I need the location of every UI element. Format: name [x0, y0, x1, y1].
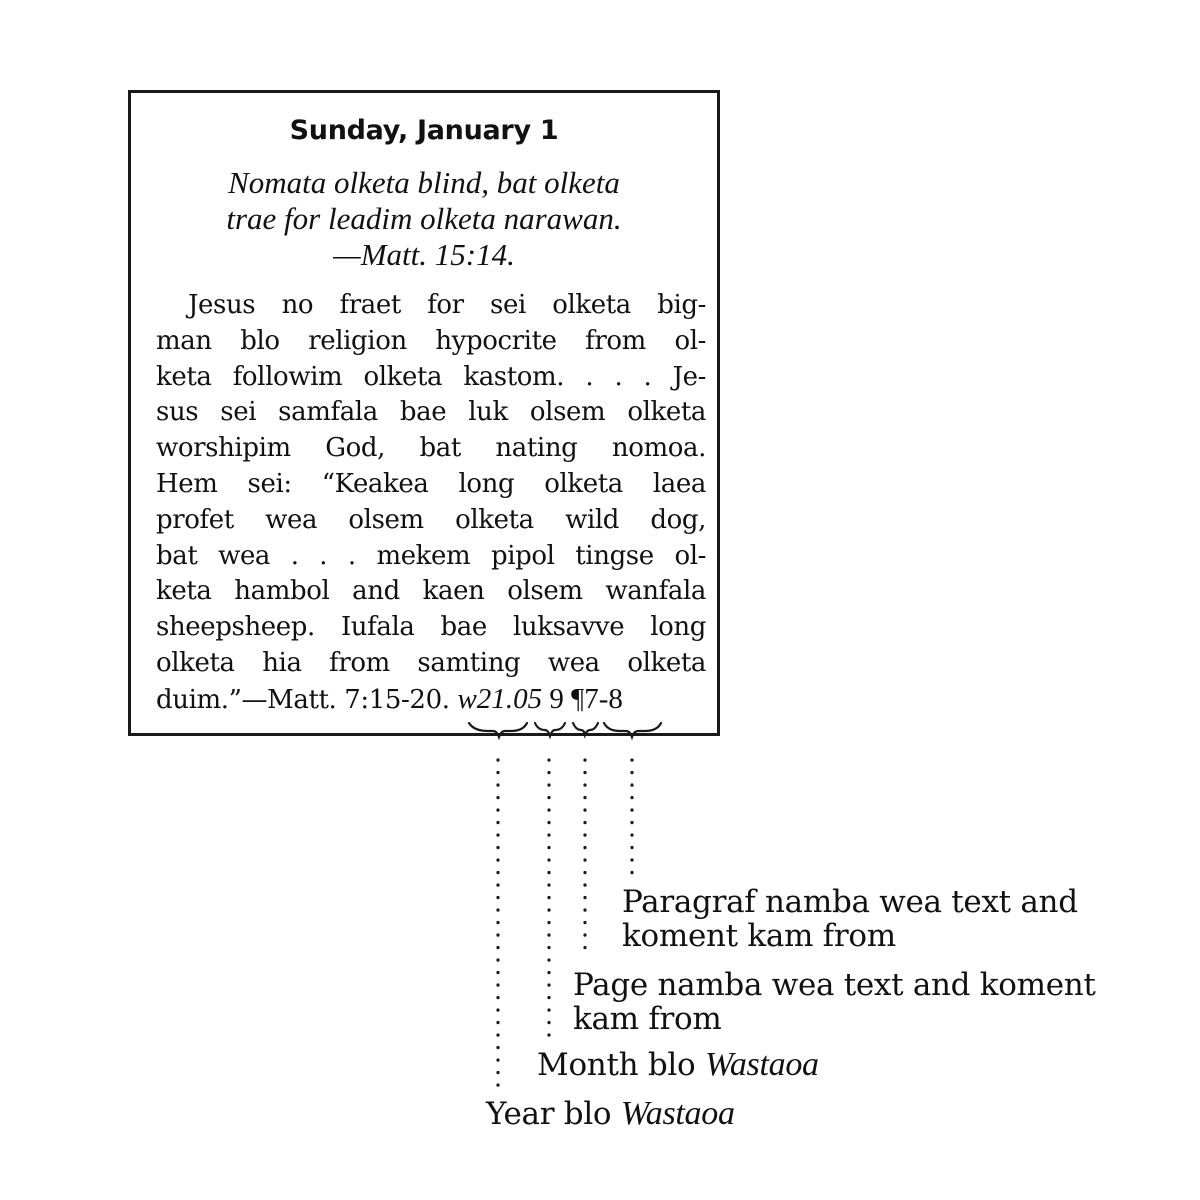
theme-scripture — [151, 165, 697, 273]
label-line: koment kam from — [622, 918, 896, 954]
label-month-text: Month blo — [537, 1047, 696, 1083]
label-paragraph-number — [622, 885, 1078, 953]
ref-page: 9 — [549, 682, 564, 715]
body-line: profet wea olsem olketa wild dog, — [156, 504, 706, 535]
body-line: Hem sei: “Keakea long olketa laea — [156, 468, 706, 499]
body-last-line — [156, 682, 706, 719]
label-year-text: Year blo — [486, 1096, 612, 1132]
source-reference — [457, 683, 622, 715]
theme-citation: —Matt. 15:14. — [333, 237, 515, 272]
label-line: kam from — [573, 1001, 722, 1037]
body-line: olketa hia from samting wea olketa — [156, 647, 706, 678]
label-line: Paragraf namba wea text and — [622, 884, 1078, 920]
body-line: worshipim God, bat nating nomoa. — [156, 433, 706, 464]
ref-year: w21 — [457, 682, 506, 715]
body-line: Jesus no fraet for sei olketa big- — [188, 290, 706, 320]
label-month-publication: Wastaoa — [704, 1046, 819, 1083]
ref-month: 05 — [513, 682, 543, 715]
label-month — [537, 1048, 819, 1082]
body-line: keta hambol and kaen olsem wanfala — [156, 576, 706, 607]
label-year-publication: Wastaoa — [620, 1095, 735, 1132]
ref-dot: . — [505, 682, 514, 715]
ref-paragraph: ¶7-8 — [571, 682, 623, 715]
theme-line: Nomata olketa blind, bat olketa — [228, 165, 620, 200]
label-page-number — [573, 968, 1096, 1036]
body-line: man blo religion hypocrite from ol- — [156, 325, 706, 356]
comment-body — [156, 288, 706, 719]
label-line: Page namba wea text and koment — [573, 967, 1096, 1003]
last-line-text: duim.”—Matt. 7:15-20. — [156, 684, 450, 715]
body-line: sheepsheep. Iufala bae luksavve long — [156, 612, 706, 643]
label-year — [486, 1097, 735, 1131]
body-line: bat wea . . . mekem pipol tingse ol- — [156, 540, 706, 571]
theme-line: trae for leadim olketa narawan. — [226, 201, 622, 236]
body-line: sus sei samfala bae luk olsem olketa — [156, 397, 706, 428]
daily-text-card — [128, 90, 720, 736]
body-line: keta followim olketa kastom. . . . Je- — [156, 361, 706, 392]
date-heading: Sunday, January 1 — [289, 115, 559, 146]
